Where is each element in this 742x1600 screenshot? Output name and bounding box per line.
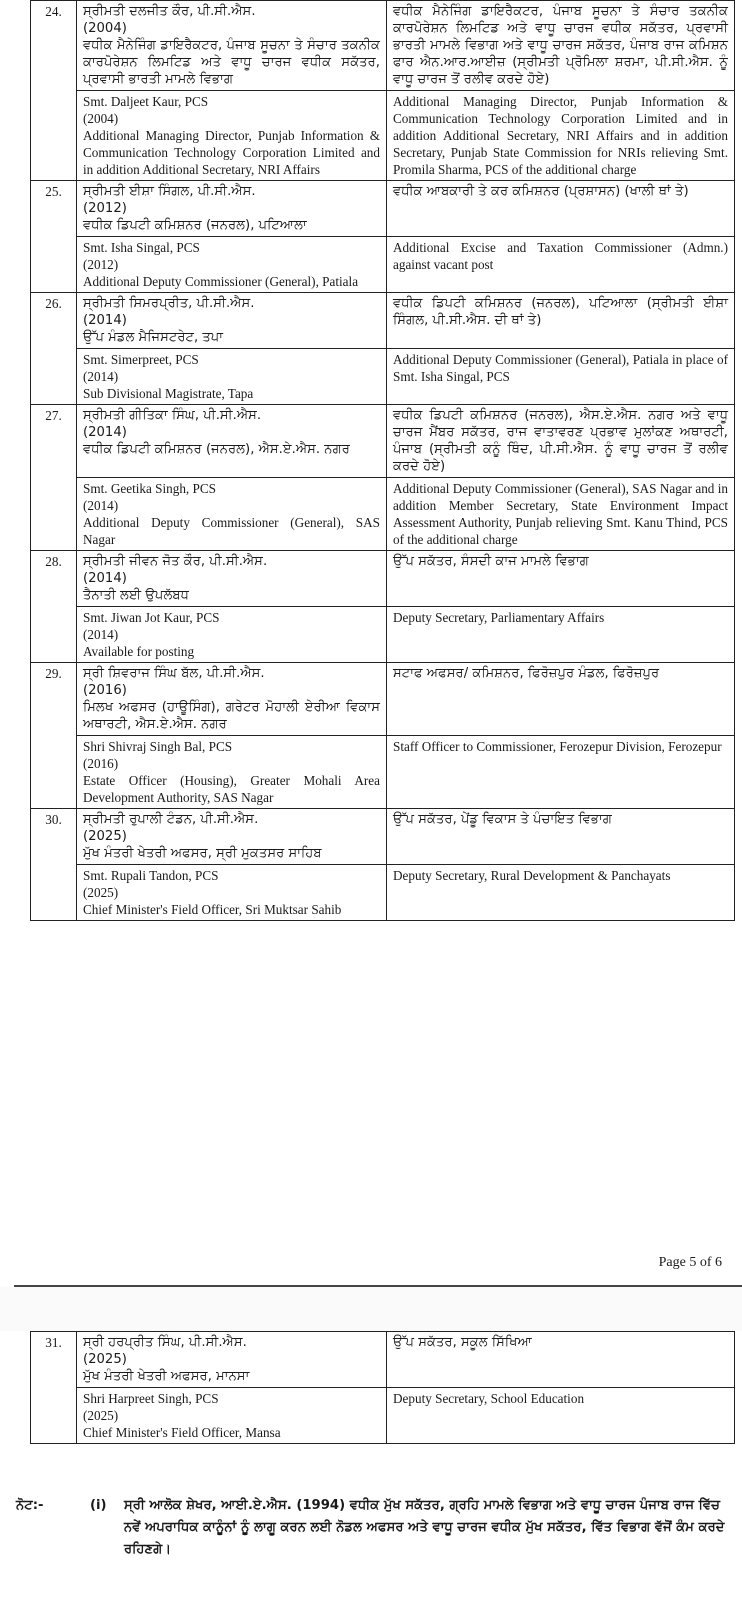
- current-post-punjabi: ਤੈਨਾਤੀ ਲਈ ਉਪਲੱਬਧ: [83, 588, 189, 603]
- new-posting-punjabi: ਸਟਾਫ ਅਫਸਰ/ ਕਮਿਸ਼ਨਰ, ਫਿਰੋਜ਼ਪੁਰ ਮੰਡਲ, ਫਿਰੋਜ਼ਪੁਰ: [387, 663, 735, 736]
- new-posting-english: Additional Managing Director, Punjab Information & Communication Technology Corporation Limited and in addition Additional Secretary, NRI Affairs and in addition Secretary, Punjab State Commission for NRIs relieving Smt. Promila Sharma, PCS of the additional charge: [387, 91, 735, 181]
- serial-number: 25.: [31, 181, 77, 293]
- officer-current-punjabi: [77, 663, 387, 736]
- serial-number: 27.: [31, 405, 77, 551]
- new-posting-english: Additional Deputy Commissioner (General), SAS Nagar and in addition Member Secretary, State Environment Impact Assessment Authority, Punjab relieving Smt. Kanu Thind, PCS of the additional charge: [387, 478, 735, 551]
- note-label: ਨੋਟ:-: [16, 1498, 44, 1513]
- serial-number: 30.: [31, 809, 77, 921]
- current-post-punjabi: ਉੱਪ ਮੰਡਲ ਮੈਜਿਸਟਰੇਟ, ਤਪਾ: [83, 330, 224, 345]
- officer-current-english: [77, 607, 387, 663]
- batch-year: (2014): [83, 627, 119, 642]
- current-post-punjabi: ਵਧੀਕ ਡਿਪਟੀ ਕਮਿਸ਼ਨਰ (ਜਨਰਲ), ਪਟਿਆਲਾ: [83, 218, 307, 233]
- serial-number: 26.: [31, 293, 77, 405]
- batch-year: (2012): [83, 201, 127, 216]
- current-post-english: Additional Managing Director, Punjab Information & Communication Technology Corporation Limited and in addition Additional Secretary, NRI Affairs: [83, 128, 380, 177]
- officer-current-english: [77, 478, 387, 551]
- entry-row-english: [31, 349, 735, 405]
- serial-number: 29.: [31, 663, 77, 809]
- serial-number: 28.: [31, 551, 77, 663]
- serial-number: 24.: [31, 1, 77, 181]
- entry-row-english: [31, 91, 735, 181]
- current-post-english: Sub Divisional Magistrate, Tapa: [83, 386, 254, 401]
- officer-name-english: Shri Shivraj Singh Bal, PCS: [83, 739, 233, 754]
- new-posting-punjabi: ਉੱਪ ਸਕੱਤਰ, ਪੇਂਡੂ ਵਿਕਾਸ ਤੇ ਪੰਚਾਇਤ ਵਿਭਾਗ: [387, 809, 735, 865]
- entry-row-punjabi: [31, 293, 735, 349]
- officer-name-english: Smt. Isha Singal, PCS: [83, 240, 200, 255]
- entry-row-punjabi: [31, 663, 735, 736]
- new-posting-english: Staff Officer to Commissioner, Ferozepur Division, Ferozepur: [387, 736, 735, 809]
- officer-name-punjabi: ਸ੍ਰੀਮਤੀ ਗੀਤਿਕਾ ਸਿੰਘ, ਪੀ.ਸੀ.ਐਸ.: [83, 408, 262, 423]
- officer-name-english: Smt. Daljeet Kaur, PCS: [83, 94, 209, 109]
- new-posting-english: Additional Excise and Taxation Commissioner (Admn.) against vacant post: [387, 237, 735, 293]
- officer-name-english: Smt. Jiwan Jot Kaur, PCS: [83, 610, 220, 625]
- batch-year: (2014): [83, 425, 127, 440]
- officer-current-english: [77, 91, 387, 181]
- new-posting-english: Additional Deputy Commissioner (General), Patiala in place of Smt. Isha Singal, PCS: [387, 349, 735, 405]
- page-gap: [0, 1287, 742, 1331]
- posting-table-page-5: [30, 0, 735, 921]
- entry-row-english: [31, 1388, 735, 1444]
- officer-current-punjabi: [77, 1, 387, 91]
- officer-current-english: [77, 349, 387, 405]
- officer-current-english: [77, 865, 387, 921]
- officer-name-english: Shri Harpreet Singh, PCS: [83, 1391, 219, 1406]
- entry-row-punjabi: [31, 809, 735, 865]
- officer-name-punjabi: ਸ੍ਰੀਮਤੀ ਈਸ਼ਾ ਸਿੰਗਲ, ਪੀ.ਸੀ.ਐਸ.: [83, 184, 256, 199]
- new-posting-english: Deputy Secretary, Rural Development & Panchayats: [387, 865, 735, 921]
- batch-year: (2014): [83, 313, 127, 328]
- batch-year: (2025): [83, 1352, 127, 1367]
- entry-row-punjabi: [31, 181, 735, 237]
- batch-year: (2025): [83, 1408, 119, 1423]
- officer-current-punjabi: [77, 181, 387, 237]
- current-post-english: Chief Minister's Field Officer, Sri Muktsar Sahib: [83, 902, 342, 917]
- serial-number: 31.: [31, 1332, 77, 1444]
- entry-row-english: [31, 736, 735, 809]
- current-post-punjabi: ਵਧੀਕ ਡਿਪਟੀ ਕਮਿਸ਼ਨਰ (ਜਨਰਲ), ਐਸ.ਏ.ਐਸ. ਨਗਰ: [83, 442, 350, 457]
- officer-name-english: Smt. Rupali Tandon, PCS: [83, 868, 219, 883]
- batch-year: (2012): [83, 257, 119, 272]
- officer-current-punjabi: [77, 809, 387, 865]
- current-post-english: Available for posting: [83, 644, 195, 659]
- new-posting-punjabi: ਵਧੀਕ ਆਬਕਾਰੀ ਤੇ ਕਰ ਕਮਿਸ਼ਨਰ (ਪ੍ਰਸ਼ਾਸਨ) (ਖਾਲੀ ਥਾਂ ਤੇ): [387, 181, 735, 237]
- new-posting-punjabi: ਵਧੀਕ ਡਿਪਟੀ ਕਮਿਸ਼ਨਰ (ਜਨਰਲ), ਪਟਿਆਲਾ (ਸ੍ਰੀਮਤੀ ਈਸ਼ਾ ਸਿੰਗਲ, ਪੀ.ਸੀ.ਐਸ. ਦੀ ਥਾਂ ਤੇ): [387, 293, 735, 349]
- current-post-english: Estate Officer (Housing), Greater Mohali Area Development Authority, SAS Nagar: [83, 773, 380, 805]
- current-post-punjabi: ਮੁੱਖ ਮੰਤਰੀ ਖੇਤਰੀ ਅਫਸਰ, ਮਾਨਸਾ: [83, 1369, 250, 1384]
- note-index: (i): [90, 1498, 107, 1513]
- officer-current-punjabi: [77, 293, 387, 349]
- new-posting-punjabi: ਵਧੀਕ ਡਿਪਟੀ ਕਮਿਸ਼ਨਰ (ਜਨਰਲ), ਐਸ.ਏ.ਐਸ. ਨਗਰ ਅਤੇ ਵਾਧੂ ਚਾਰਜ ਮੈਂਬਰ ਸਕੱਤਰ, ਰਾਜ ਵਾਤਾਵਰਣ ਪ੍ਰਭਾਵ ਮੁਲਾਂਕਣ ਅਥਾਰਟੀ, ਪੰਜਾਬ (ਸ੍ਰੀਮਤੀ ਕਨੂੰ ਥਿੰਦ, ਪੀ.ਸੀ.ਐਸ. ਨੂੰ ਵਾਧੂ ਚਾਰਜ ਤੋਂ ਰਲੀਵ ਕਰਦੇ ਹੋਏ): [387, 405, 735, 478]
- entry-row-english: [31, 478, 735, 551]
- entry-row-punjabi: [31, 405, 735, 478]
- officer-name-punjabi: ਸ੍ਰੀਮਤੀ ਦਲਜੀਤ ਕੌਰ, ਪੀ.ਸੀ.ਐਸ.: [83, 4, 256, 19]
- current-post-english: Chief Minister's Field Officer, Mansa: [83, 1425, 281, 1440]
- batch-year: (2016): [83, 683, 127, 698]
- officer-current-punjabi: [77, 405, 387, 478]
- batch-year: (2014): [83, 498, 119, 513]
- officer-name-punjabi: ਸ੍ਰੀ ਸ਼ਿਵਰਾਜ ਸਿੰਘ ਬੱਲ, ਪੀ.ਸੀ.ਐਸ.: [83, 666, 265, 681]
- officer-current-punjabi: [77, 1332, 387, 1388]
- new-posting-punjabi: ਉੱਪ ਸਕੱਤਰ, ਸੰਸਦੀ ਕਾਜ ਮਾਮਲੇ ਵਿਭਾਗ: [387, 551, 735, 607]
- officer-name-punjabi: ਸ੍ਰੀਮਤੀ ਸਿਮਰਪ੍ਰੀਤ, ਪੀ.ਸੀ.ਐਸ.: [83, 296, 255, 311]
- officer-name-english: Smt. Geetika Singh, PCS: [83, 481, 216, 496]
- page-6-section: [0, 1331, 742, 1444]
- officer-current-english: [77, 736, 387, 809]
- current-post-english: Additional Deputy Commissioner (General), Patiala: [83, 274, 359, 289]
- officer-name-punjabi: ਸ੍ਰੀਮਤੀ ਰੁਪਾਲੀ ਟੰਡਨ, ਪੀ.ਸੀ.ਐਸ.: [83, 812, 259, 827]
- page-number-label: Page 5 of 6: [658, 1255, 722, 1270]
- batch-year: (2025): [83, 885, 119, 900]
- new-posting-punjabi: ਉੱਪ ਸਕੱਤਰ, ਸਕੂਲ ਸਿੱਖਿਆ: [387, 1332, 735, 1388]
- batch-year: (2014): [83, 571, 127, 586]
- new-posting-english: Deputy Secretary, School Education: [387, 1388, 735, 1444]
- current-post-english: Additional Deputy Commissioner (General), SAS Nagar: [83, 515, 380, 547]
- officer-current-english: [77, 1388, 387, 1444]
- batch-year: (2004): [83, 21, 127, 36]
- entry-row-punjabi: [31, 551, 735, 607]
- batch-year: (2016): [83, 756, 119, 771]
- page-number: [0, 1255, 742, 1271]
- posting-table-page-6: [30, 1331, 735, 1444]
- current-post-punjabi: ਮਿਲਖ ਅਫਸਰ (ਹਾਊਸਿੰਗ), ਗਰੇਟਰ ਮੋਹਾਲੀ ਏਰੀਆ ਵਿਕਾਸ ਅਥਾਰਟੀ, ਐਸ.ਏ.ਐਸ. ਨਗਰ: [83, 700, 380, 732]
- batch-year: (2025): [83, 829, 127, 844]
- officer-current-english: [77, 237, 387, 293]
- current-post-punjabi: ਮੁੱਖ ਮੰਤਰੀ ਖੇਤਰੀ ਅਫਸਰ, ਸ੍ਰੀ ਮੁਕਤਸਰ ਸਾਹਿਬ: [83, 846, 322, 861]
- new-posting-punjabi: ਵਧੀਕ ਮੈਨੇਜਿੰਗ ਡਾਇਰੈਕਟਰ, ਪੰਜਾਬ ਸੂਚਨਾ ਤੇ ਸੰਚਾਰ ਤਕਨੀਕ ਕਾਰਪੋਰੇਸ਼ਨ ਲਿਮਟਿਡ ਅਤੇ ਵਾਧੂ ਚਾਰਜ ਵਧੀਕ ਸਕੱਤਰ, ਪ੍ਰਵਾਸੀ ਭਾਰਤੀ ਮਾਮਲੇ ਵਿਭਾਗ ਅਤੇ ਵਾਧੂ ਚਾਰਜ ਸਕੱਤਰ, ਪੰਜਾਬ ਰਾਜ ਕਮਿਸ਼ਨ ਫਾਰ ਐਨ.ਆਰ.ਆਈਜ਼ (ਸ੍ਰੀਮਤੀ ਪ੍ਰੋਮਿਲਾ ਸ਼ਰਮਾ, ਪੀ.ਸੀ.ਐਸ. ਨੂੰ ਵਾਧੂ ਚਾਰਜ ਤੋਂ ਰਲੀਵ ਕਰਦੇ ਹੋਏ): [387, 1, 735, 91]
- officer-current-punjabi: [77, 551, 387, 607]
- entry-row-punjabi: [31, 1, 735, 91]
- new-posting-english: Deputy Secretary, Parliamentary Affairs: [387, 607, 735, 663]
- officer-name-punjabi: ਸ੍ਰੀਮਤੀ ਜੀਵਨ ਜੋਤ ਕੌਰ, ਪੀ.ਸੀ.ਐਸ.: [83, 554, 268, 569]
- batch-year: (2004): [83, 111, 119, 126]
- entry-row-english: [31, 237, 735, 293]
- entry-row-punjabi: [31, 1332, 735, 1388]
- current-post-punjabi: ਵਧੀਕ ਮੈਨੇਜਿੰਗ ਡਾਇਰੈਕਟਰ, ਪੰਜਾਬ ਸੂਚਨਾ ਤੇ ਸੰਚਾਰ ਤਕਨੀਕ ਕਾਰਪੋਰੇਸ਼ਨ ਲਿਮਟਿਡ ਅਤੇ ਵਾਧੂ ਚਾਰਜ ਵਧੀਕ ਸਕੱਤਰ, ਪ੍ਰਵਾਸੀ ਭਾਰਤੀ ਮਾਮਲੇ ਵਿਭਾਗ: [83, 38, 380, 87]
- entry-row-english: [31, 607, 735, 663]
- batch-year: (2014): [83, 369, 119, 384]
- entry-row-english: [31, 865, 735, 921]
- officer-name-punjabi: ਸ੍ਰੀ ਹਰਪ੍ਰੀਤ ਸਿੰਘ, ਪੀ.ਸੀ.ਐਸ.: [83, 1335, 247, 1350]
- officer-name-english: Smt. Simerpreet, PCS: [83, 352, 199, 367]
- note-text: ਸ੍ਰੀ ਆਲੋਕ ਸ਼ੇਖਰ, ਆਈ.ਏ.ਐਸ. (1994) ਵਧੀਕ ਮੁੱਖ ਸਕੱਤਰ, ਗ੍ਰਹਿ ਮਾਮਲੇ ਵਿਭਾਗ ਅਤੇ ਵਾਧੂ ਚਾਰਜ ਪੰਜਾਬ ਰਾਜ ਵਿੱਚ ਨਵੇਂ ਅਪਰਾਧਿਕ ਕਾਨੂੰਨਾਂ ਨੂੰ ਲਾਗੂ ਕਰਨ ਲਈ ਨੋਡਲ ਅਫਸਰ ਅਤੇ ਵਾਧੂ ਚਾਰਜ ਵਧੀਕ ਮੁੱਖ ਸਕੱਤਰ, ਵਿੱਤ ਵਿਭਾਗ ਵੱਜੋਂ ਕੰਮ ਕਰਦੇ ਰਹਿਣਗੇ।: [124, 1498, 725, 1557]
